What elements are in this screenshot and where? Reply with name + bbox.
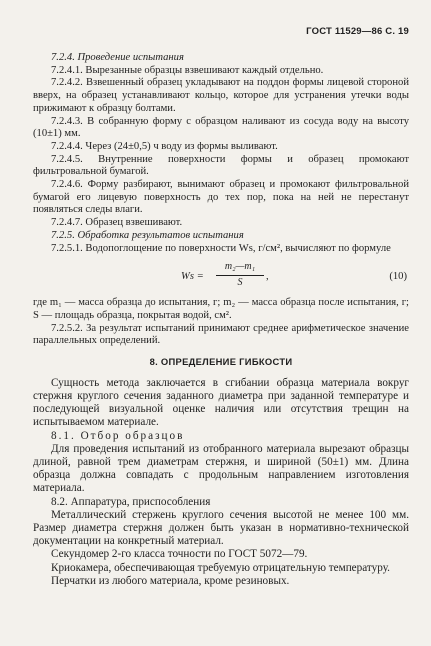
formula: [33, 261, 409, 295]
paragraph: Перчатки из любого материала, кроме резиновых.: [51, 574, 290, 587]
paragraph: 7.2.4.3. В собранную форму с образцом наливают из сосуда воду на высоту (10±1) мм.: [33, 115, 409, 140]
formula-numerator: m₂—m₁: [224, 261, 256, 273]
fraction-bar: [216, 275, 264, 276]
paragraph: 7.2.4.4. Через (24±0,5) ч воду из формы выливают.: [51, 140, 278, 152]
subsection-title: 7.2.5. Обработка результатов испытания: [51, 229, 244, 241]
paragraph: Криокамера, обеспечивающая требуемую отрицательную температуру.: [51, 561, 390, 574]
paragraph: 7.2.4.7. Образец взвешивают.: [51, 217, 183, 229]
paragraph: 7.2.5.2. За результат испытаний принимают среднее арифметическое значение параллельных определений.: [33, 322, 409, 347]
formula-trail: ,: [266, 271, 269, 283]
paragraph: Для проведения испытаний из отобранного материала вырезают образцы длиной, равной трем диаметрам стержня, и шириной (50±1) мм. Длина образца должна совпадать с продольным направлением изготовления материала.: [33, 442, 409, 495]
paragraph: Металлический стержень круглого сечения высотой не менее 100 мм. Размер диаметра стержня должен быть указан в нормативно-технической документации на конкретный материал.: [33, 508, 409, 548]
subsection-title: 7.2.4. Проведение испытания: [51, 52, 184, 63]
paragraph: Секундомер 2-го класса точности по ГОСТ 5072—79.: [51, 548, 308, 561]
section-title: 8. ОПРЕДЕЛЕНИЕ ГИБКОСТИ: [149, 356, 293, 368]
paragraph: Сущность метода заключается в сгибании образца материала вокруг стержня круглого сечения заданного диаметра при заданной температуре и последующей визуальной оценке наличия или отсутствия трещин на испытываемом материале.: [33, 376, 409, 429]
formula-lhs: Ws =: [181, 271, 204, 283]
subsection-title: 8.2. Аппаратура, приспособления: [51, 495, 211, 508]
formula-denominator: S: [237, 276, 243, 288]
paragraph: 7.2.4.5. Внутренние поверхности формы и образец промокают фильтровальной бумагой.: [33, 153, 409, 178]
paragraph: 7.2.4.1. Вырезанные образцы взвешивают каждый отдельно.: [51, 64, 324, 76]
formula-fraction: [216, 261, 264, 289]
paragraph: 7.2.4.6. Форму разбирают, вынимают образец и промокают фильтровальной бумагой его лицевую поверхность до тех пор, пока на ней не перестанут появляться следы влаги.: [33, 179, 409, 216]
document-body: [33, 52, 409, 588]
page-header: ГОСТ 11529—86 С. 19: [306, 26, 409, 37]
subsection-title: 8.1. Отбор образцов: [51, 429, 185, 442]
formula-number: (10): [389, 271, 407, 283]
paragraph: где m₁ — масса образца до испытания, г; m₂ — масса образца после испытания, г; S — площадь образца, покрытая водой, см².: [33, 297, 409, 321]
paragraph: 7.2.4.2. Взвешенный образец укладывают на поддон формы лицевой стороной вверх, на образец устанавливают кольцо, которое для устранения утечки воды прижимают к образцу болтами.: [33, 77, 409, 114]
paragraph: 7.2.5.1. Водопоглощение по поверхности Ws, г/см², вычисляют по формуле: [51, 242, 391, 254]
